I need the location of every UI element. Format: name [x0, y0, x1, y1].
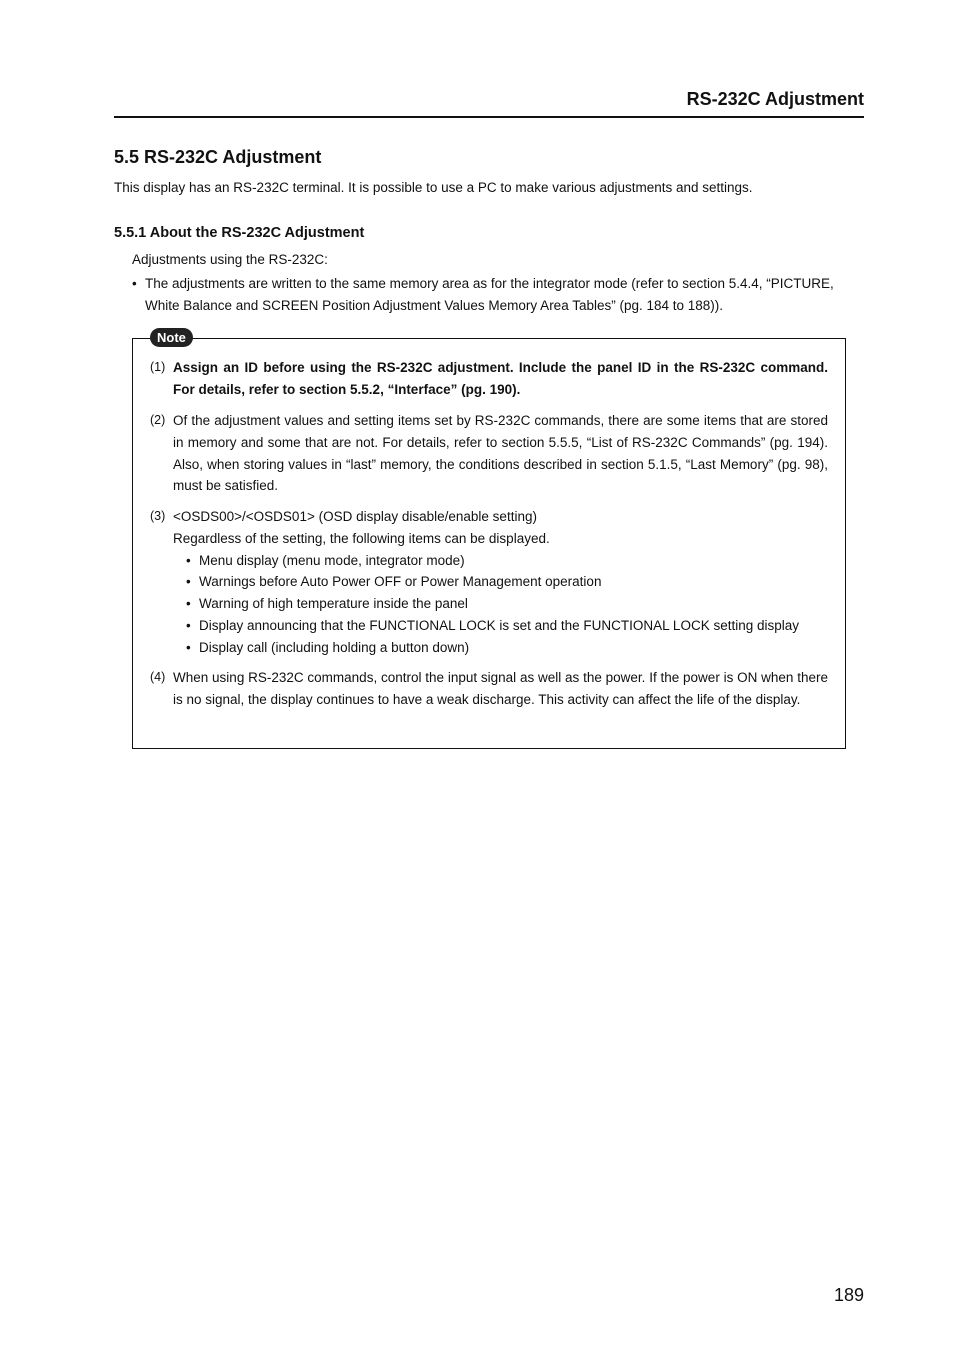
note-item-number: (1) — [150, 360, 166, 374]
list-item: • Display announcing that the FUNCTIONAL LOCK is set and the FUNCTIONAL LOCK setting display — [186, 617, 799, 633]
subsection-lead: Adjustments using the RS-232C: — [132, 252, 328, 267]
note-item-text: Of the adjustment values and setting items set by RS-232C commands, there are some items that are stored in memory and some that are not. For details, refer to section 5.5.5, “List of RS-232C Commands” (pg. 194). Also, when storing values in “last” memory, the conditions described in section 5.1.5, “Last Memory” (pg. 98), must be satisfied. — [173, 413, 828, 494]
note-item-4 — [150, 667, 828, 711]
note-item-body — [173, 506, 828, 659]
bullet-item — [132, 273, 864, 316]
section-title: 5.5 RS-232C Adjustment — [114, 147, 322, 167]
subsection-title: 5.5.1 About the RS-232C Adjustment — [114, 225, 365, 241]
note-item-1 — [150, 357, 828, 401]
note-item-number: (3) — [150, 509, 166, 523]
osd-description: Regardless of the setting, the following items can be displayed. — [173, 530, 550, 546]
note-item-2 — [150, 410, 828, 497]
note-label: Note — [150, 328, 193, 347]
note-item-number: (4) — [150, 670, 166, 684]
note-item-3 — [150, 506, 828, 659]
bullet-mark: • — [132, 276, 137, 291]
page-number: 189 — [833, 1285, 864, 1305]
list-item: • Display call (including holding a button down) — [186, 639, 470, 655]
list-item: • Menu display (menu mode, integrator mode) — [186, 552, 465, 568]
note-item-number: (2) — [150, 413, 166, 427]
note-item-text: When using RS-232C commands, control the input signal as well as the power. If the power is ON when there is no signal, the display continues to have a weak discharge. This activity can affect the life of the display. — [173, 670, 828, 707]
header-rule — [114, 116, 864, 118]
bullet-text: The adjustments are written to the same memory area as for the integrator mode (refer to section 5.4.4, “PICTURE, White Balance and SCREEN Position Adjustment Values Memory Area Tables” (pg. 184 to 188)). — [145, 276, 834, 313]
running-header: RS-232C Adjustment — [686, 89, 864, 109]
note-item-text: Assign an ID before using the RS-232C adjustment. Include the panel ID in the RS-232C command. For details, refer to section 5.5.2, “Interface” (pg. 190). — [173, 360, 828, 397]
section-intro: This display has an RS-232C terminal. It is possible to use a PC to make various adjustments and settings. — [114, 180, 753, 195]
list-item: • Warnings before Auto Power OFF or Power Management operation — [186, 574, 602, 590]
list-item: • Warning of high temperature inside the panel — [186, 596, 468, 612]
osd-item-list — [186, 550, 828, 659]
osd-command-line: <OSDS00>/<OSDS01> (OSD display disable/enable setting) — [173, 509, 537, 524]
